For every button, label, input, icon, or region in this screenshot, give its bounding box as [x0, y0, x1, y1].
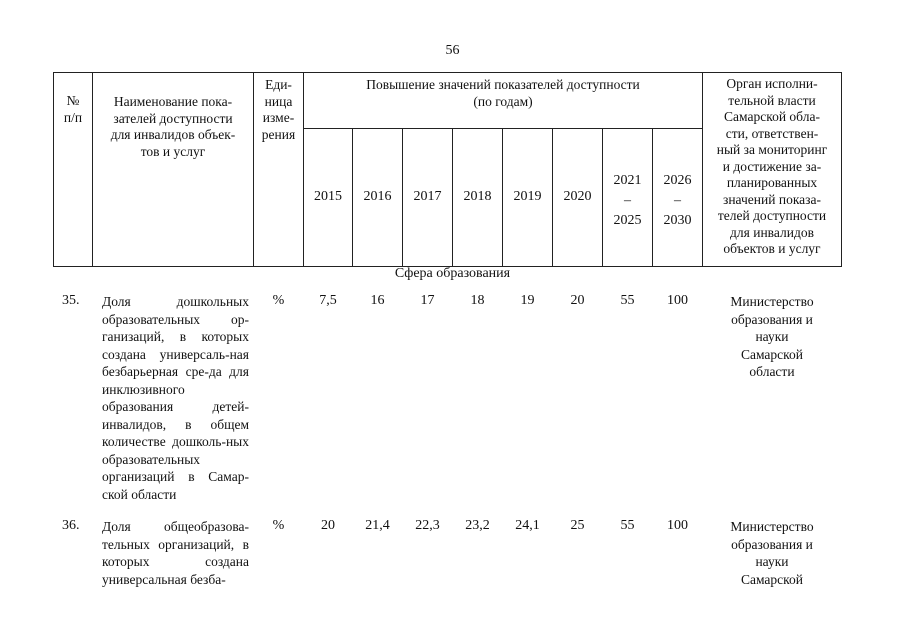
year-2016: 2016: [363, 189, 392, 204]
header-increase: Повышение значений показателей доступности (по годам): [366, 77, 640, 109]
row-number: 36.: [62, 518, 80, 533]
year-2020: 2020: [563, 189, 592, 204]
row-name: Доля общеобразова-тельных организаций, в которых создана универсальная безба-: [102, 519, 249, 587]
value-2016: 21,4: [365, 518, 390, 533]
header-unit: Еди- ница изме- рения: [261, 77, 296, 142]
year-2015: 2015: [314, 189, 342, 204]
row-org: Министерство образования и науки Самарской области: [730, 294, 814, 379]
value-2015: 7,5: [319, 293, 337, 308]
value-2015: 20: [321, 518, 335, 533]
row-org: Министерство образования и науки Самарской: [730, 519, 814, 587]
section-title: Сфера образования: [394, 266, 511, 281]
header-num: № п/п: [63, 93, 83, 125]
value-2018: 23,2: [465, 518, 490, 533]
value-2017: 17: [420, 293, 435, 308]
page-number: 56: [445, 43, 460, 58]
row-unit: %: [272, 293, 285, 308]
year-2018: 2018: [463, 189, 492, 204]
year-2021-2025: 2021 – 2025: [613, 173, 642, 228]
value-2017: 22,3: [415, 518, 440, 533]
value-2019: 19: [520, 293, 535, 308]
value-2021-2025: 55: [620, 518, 635, 533]
year-2026-2030: 2026 – 2030: [663, 173, 692, 228]
value-2019: 24,1: [515, 518, 540, 533]
value-2026-2030: 100: [667, 518, 688, 533]
header-org: Орган исполни- тельной власти Самарской обла- сти, ответствен- ный за мониторинг и достижение за- планированных значений показа- телей доступности для инвалидов объектов и услуг: [716, 76, 828, 256]
value-2026-2030: 100: [667, 293, 688, 308]
year-2019: 2019: [513, 189, 542, 204]
row-unit: %: [272, 518, 285, 533]
year-2017: 2017: [413, 189, 442, 204]
value-2016: 16: [370, 293, 385, 308]
header-name: Наименование пока- зателей доступности для инвалидов объек- тов и услуг: [110, 94, 236, 159]
value-2018: 18: [470, 293, 485, 308]
row-number: 35.: [62, 293, 80, 308]
value-2020: 20: [570, 293, 585, 308]
row-name: Доля дошкольных образовательных ор-ганизаций, в которых создана универсаль-ная безбарьерная сре-да для инклюзивного образования детей-инвалидов, в общем количестве дошколь-ных образовательных организаций в Самар-ской области: [102, 294, 249, 502]
value-2021-2025: 55: [620, 293, 635, 308]
value-2020: 25: [570, 518, 585, 533]
